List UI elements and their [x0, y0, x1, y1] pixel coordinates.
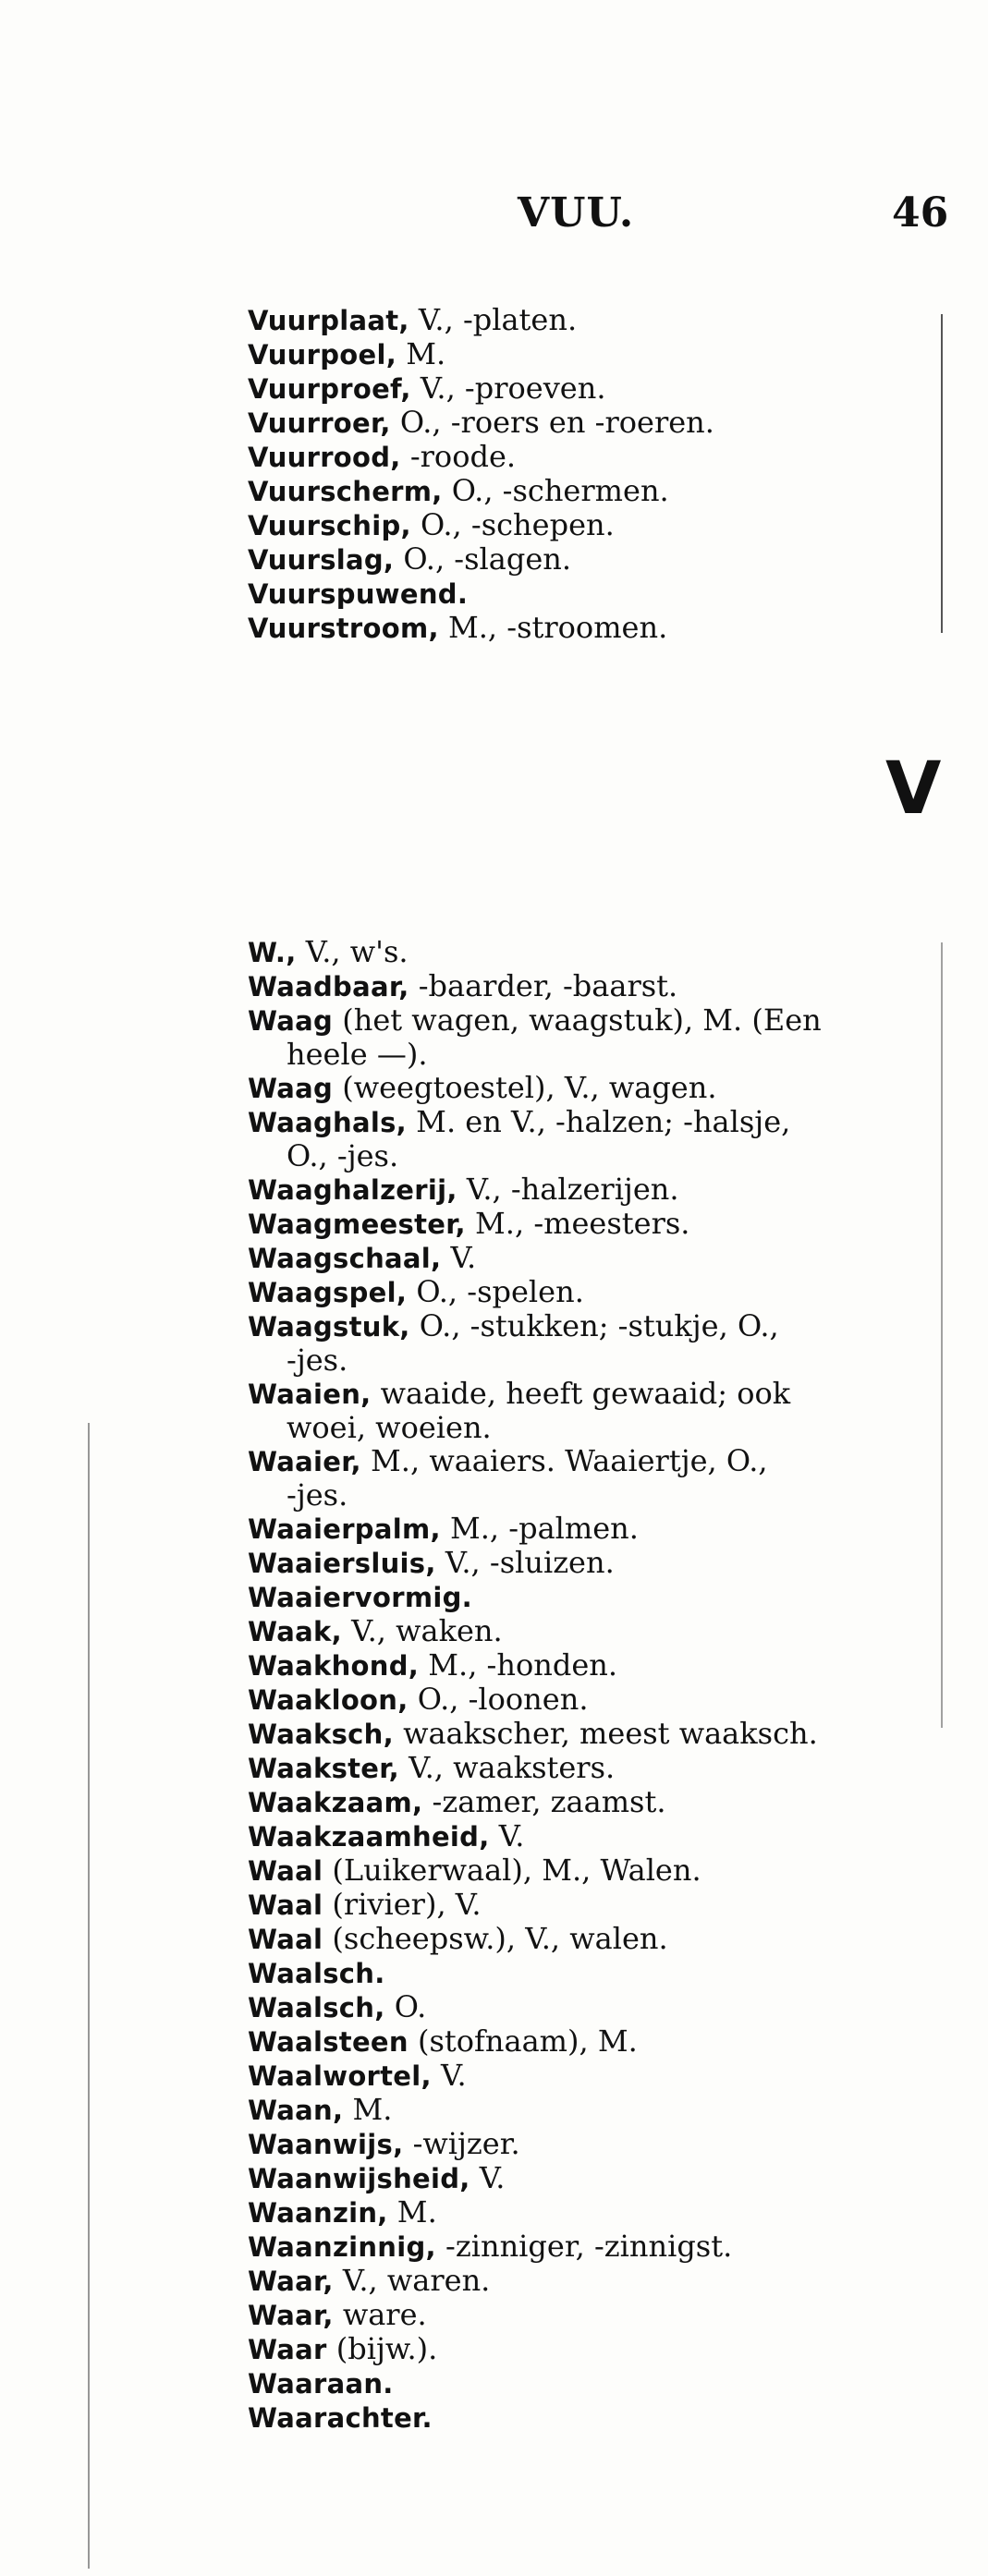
dictionary-entry — [248, 2230, 913, 2264]
dictionary-entry — [248, 1105, 913, 1173]
dictionary-entry — [248, 440, 913, 474]
entry-headword: Waagschaal, — [248, 1243, 442, 1274]
entry-headword: Vuurscherm, — [248, 476, 443, 507]
entry-definition: M., -honden. — [419, 1647, 618, 1683]
entry-definition: -zinniger, -zinnigst. — [435, 2229, 733, 2264]
entry-definition: -roode. — [400, 439, 517, 474]
section-letter: V — [885, 747, 942, 831]
entry-definition: V., -proeven. — [410, 371, 606, 406]
entry-definition: V., -sluizen. — [435, 1545, 615, 1580]
dictionary-entry — [248, 2400, 913, 2435]
dictionary-entry — [248, 1275, 913, 1309]
right-column-rule — [941, 942, 943, 1728]
entry-headword: Waaierpalm, — [248, 1513, 441, 1545]
entry-definition: -baarder, -baarst. — [409, 968, 678, 1003]
entry-definition: V. — [441, 1240, 477, 1275]
entry-continuation: -jes. — [287, 1343, 348, 1378]
entry-headword: Waaiersluis, — [248, 1548, 436, 1579]
entry-headword: Waaien, — [248, 1379, 372, 1410]
dictionary-entry — [248, 1241, 913, 1275]
entry-definition: (scheepsw.), V., walen. — [323, 1921, 668, 1956]
dictionary-entry — [248, 371, 913, 406]
entry-headword: Waar, — [248, 2266, 334, 2297]
dictionary-entry — [248, 2195, 913, 2230]
entry-definition: O., -schermen. — [442, 473, 669, 508]
dictionary-entry — [248, 1819, 913, 1853]
entry-definition: V., w's. — [296, 934, 409, 969]
entry-definition: M. en V., -halzen; -halsje, — [407, 1104, 791, 1139]
entry-definition: O. — [384, 1989, 427, 2024]
entry-headword: Waanwijs, — [248, 2129, 404, 2160]
entry-headword: Waanwijsheid, — [248, 2163, 470, 2194]
entry-headword: Waakhond, — [248, 1650, 420, 1682]
entry-definition: M. — [396, 336, 446, 371]
entry-headword: Waaiervormig. — [248, 1582, 472, 1613]
entry-headword: Waal — [248, 1924, 323, 1955]
dictionary-entry — [248, 1888, 913, 1922]
entry-definition: (Luikerwaal), M., Walen. — [323, 1853, 701, 1888]
entry-definition: M. — [387, 2194, 437, 2230]
entry-headword: Waan, — [248, 2095, 344, 2126]
entry-headword: Waar — [248, 2334, 327, 2365]
entry-headword: Vuurroer, — [248, 407, 391, 439]
dictionary-entry — [248, 542, 913, 577]
entry-headword: Waak, — [248, 1616, 342, 1647]
entry-definition: (bijw.). — [326, 2331, 438, 2366]
entry-headword: Vuurslag, — [248, 544, 395, 576]
dictionary-entry — [248, 1648, 913, 1683]
dictionary-entry — [248, 1071, 913, 1105]
dictionary-entry — [248, 1580, 913, 1614]
dictionary-entry — [248, 508, 913, 542]
dictionary-entry — [248, 969, 913, 1003]
entry-definition: M., -palmen. — [440, 1511, 639, 1546]
entry-headword: Waar, — [248, 2300, 334, 2331]
entry-headword: Vuurspuwend. — [248, 578, 469, 610]
entry-definition: V., waken. — [341, 1613, 503, 1648]
dictionary-entry — [248, 1990, 913, 2024]
entry-headword: Waaghalzerij, — [248, 1174, 457, 1206]
entry-continuation: woei, woeien. — [287, 1410, 492, 1445]
entry-headword: Waakzaam, — [248, 1787, 423, 1818]
entry-definition: M., waaiers. Waaiertje, O., — [360, 1443, 768, 1478]
dictionary-entry — [248, 474, 913, 508]
entry-headword: Vuurproef, — [248, 373, 411, 405]
entry-definition: (rivier), V. — [323, 1887, 482, 1922]
entry-definition: (stofnaam), M. — [408, 2023, 638, 2059]
entry-definition: M. — [343, 2092, 393, 2127]
page-title: VUU. — [518, 189, 635, 237]
dictionary-entry — [248, 935, 913, 969]
entry-headword: Vuurstroom, — [248, 613, 439, 644]
entry-headword: Waalsch, — [248, 1992, 385, 2023]
dictionary-entry — [248, 2059, 913, 2093]
dictionary-entry — [248, 2298, 913, 2332]
entry-continuation: O., -jes. — [287, 1138, 399, 1173]
entry-headword: Vuurschip, — [248, 510, 411, 541]
entry-definition: O., -roers en -roeren. — [390, 405, 714, 440]
dictionary-entry — [248, 1377, 913, 1444]
entry-headword: W., — [248, 937, 297, 968]
entry-headword: Waagstuk, — [248, 1311, 410, 1343]
entry-headword: Waagspel, — [248, 1277, 408, 1308]
entry-definition: waakscher, meest waaksch. — [393, 1716, 818, 1751]
dictionary-entry — [248, 337, 913, 371]
entry-definition: -wijzer. — [403, 2126, 520, 2161]
entry-definition: V., waren. — [333, 2263, 491, 2298]
dictionary-entry — [248, 1444, 913, 1512]
entry-list-bottom — [248, 935, 913, 2435]
dictionary-entry — [248, 611, 913, 645]
dictionary-entry — [248, 1956, 913, 1990]
dictionary-entry — [248, 1207, 913, 1241]
entry-definition: waaide, heeft gewaaid; ook — [371, 1376, 791, 1411]
dictionary-entry — [248, 1614, 913, 1648]
dictionary-entry — [248, 1173, 913, 1207]
entry-headword: Waadbaar, — [248, 971, 409, 1002]
entry-definition: V. — [489, 1818, 525, 1853]
entry-headword: Waal — [248, 1889, 323, 1921]
entry-definition: V., -halzerijen. — [457, 1172, 679, 1207]
entry-definition: M., -stroomen. — [438, 610, 668, 645]
dictionary-entry — [248, 2127, 913, 2161]
left-margin-rule — [88, 1423, 90, 2569]
entry-definition: (weegtoestel), V., wagen. — [333, 1070, 717, 1105]
dictionary-entry — [248, 1922, 913, 1956]
entry-definition: (het wagen, waagstuk), M. (Een — [333, 1002, 822, 1038]
entry-headword: Waakzaamheid, — [248, 1821, 490, 1853]
dictionary-entry — [248, 1309, 913, 1377]
entry-definition: O., -schepen. — [410, 507, 615, 542]
entry-definition: M., -meesters. — [465, 1206, 690, 1241]
entry-headword: Waalsteen — [248, 2026, 409, 2058]
entry-headword: Waaksch, — [248, 1719, 394, 1750]
entry-definition: O., -stukken; -stukje, O., — [409, 1308, 779, 1343]
page-number: 46 — [892, 189, 949, 237]
dictionary-entry — [248, 1717, 913, 1751]
entry-headword: Vuurrood, — [248, 442, 401, 473]
entry-headword: Waalwortel, — [248, 2060, 432, 2092]
dictionary-entry — [248, 2093, 913, 2127]
dictionary-entry — [248, 406, 913, 440]
dictionary-entry — [248, 2161, 913, 2195]
entry-definition: V., waaksters. — [398, 1750, 616, 1785]
entry-headword: Waag — [248, 1073, 334, 1104]
entry-headword: Waal — [248, 1855, 323, 1887]
entry-headword: Waakloon, — [248, 1684, 409, 1716]
entry-headword: Waaier, — [248, 1446, 361, 1477]
entry-headword: Vuurpoel, — [248, 339, 397, 371]
dictionary-entry — [248, 1003, 913, 1071]
entry-headword: Vuurplaat, — [248, 305, 409, 336]
right-column-rule — [941, 314, 943, 633]
dictionary-entry — [248, 303, 913, 337]
entry-definition: V., -platen. — [409, 302, 578, 337]
entry-headword: Waarachter. — [248, 2402, 433, 2434]
entry-list-top — [248, 303, 913, 645]
entry-definition: O., -spelen. — [407, 1274, 584, 1309]
dictionary-entry — [248, 2332, 913, 2366]
dictionary-entry — [248, 1512, 913, 1546]
entry-headword: Waag — [248, 1005, 334, 1037]
entry-definition: O., -loonen. — [408, 1682, 589, 1717]
dictionary-entry — [248, 2366, 913, 2400]
dictionary-entry — [248, 1546, 913, 1580]
dictionary-entry — [248, 2024, 913, 2059]
entry-continuation: heele —). — [287, 1037, 428, 1072]
entry-definition: V. — [470, 2160, 506, 2195]
dictionary-entry — [248, 1853, 913, 1888]
entry-definition: ware. — [333, 2297, 427, 2332]
entry-headword: Waaghals, — [248, 1107, 407, 1138]
dictionary-entry — [248, 1751, 913, 1785]
entry-definition: V. — [431, 2058, 467, 2093]
entry-headword: Waagmeester, — [248, 1209, 466, 1240]
dictionary-entry — [248, 577, 913, 611]
dictionary-entry — [248, 2264, 913, 2298]
entry-definition: -zamer, zaamst. — [422, 1784, 666, 1819]
entry-headword: Waakster, — [248, 1753, 399, 1784]
entry-headword: Waalsch. — [248, 1958, 385, 1989]
entry-headword: Waanzin, — [248, 2197, 388, 2229]
entry-definition: O., -slagen. — [394, 541, 572, 577]
entry-headword: Waaraan. — [248, 2368, 394, 2400]
entry-continuation: -jes. — [287, 1477, 348, 1513]
entry-headword: Waanzinnig, — [248, 2231, 436, 2263]
dictionary-entry — [248, 1683, 913, 1717]
dictionary-entry — [248, 1785, 913, 1819]
